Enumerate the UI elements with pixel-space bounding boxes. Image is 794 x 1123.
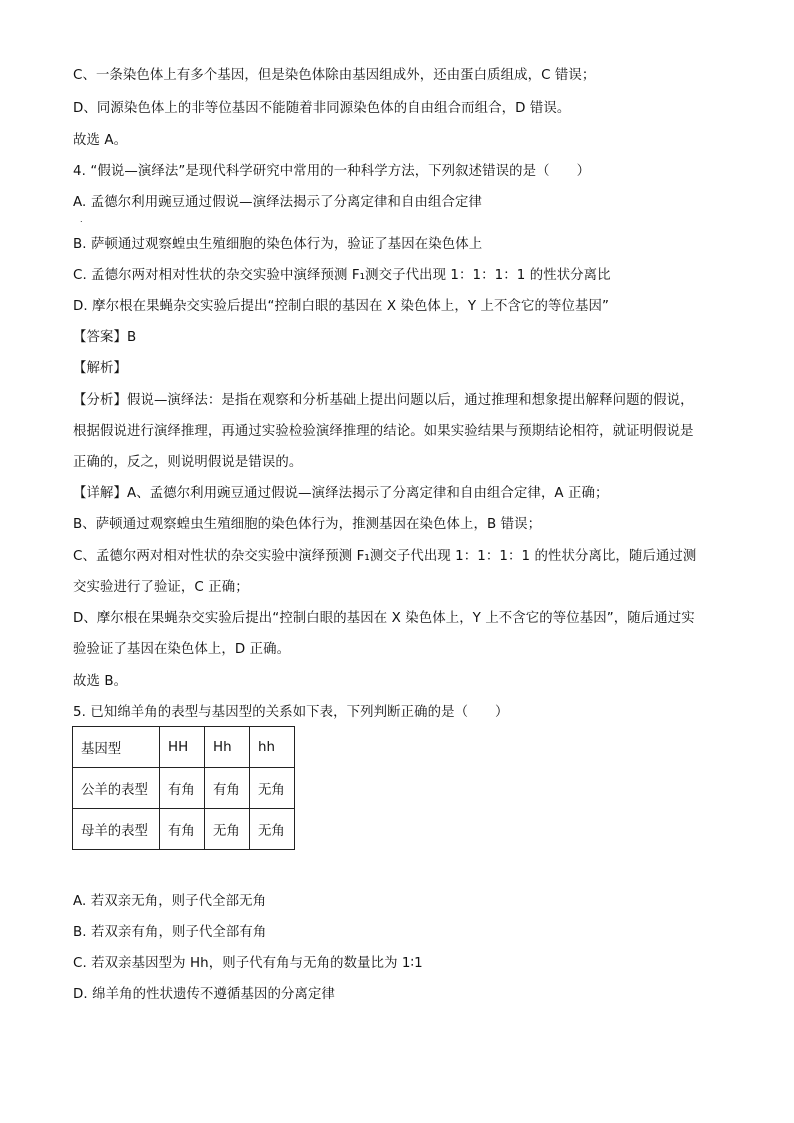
- table-row: [73, 727, 295, 768]
- analysis-line-3: 正确的，反之，则说明假说是错误的。: [73, 455, 303, 470]
- table-cell: 有角: [160, 809, 205, 850]
- question-5-option-c: C. 若双亲基因型为 Hh，则子代有角与无角的数量比为 1∶1: [73, 956, 423, 971]
- detail-line-2: B、萨顿通过观察蝗虫生殖细胞的染色体行为，推测基因在染色体上，B 错误；: [73, 517, 542, 532]
- question-4-option-c: C. 孟德尔两对相对性状的杂交实验中演绎预测 F₁测交子代出现 1：1：1：1 的性状分离比: [73, 268, 611, 283]
- table-cell: hh: [250, 727, 295, 768]
- question-5-option-a: A. 若双亲无角，则子代全部无角: [73, 894, 267, 909]
- option-d-explanation: D、同源染色体上的非等位基因不能随着非同源染色体的自由组合而组合，D 错误。: [73, 101, 571, 116]
- question-4-option-b: B. 萨顿通过观察蝗虫生殖细胞的染色体行为，验证了基因在染色体上: [73, 237, 483, 252]
- question-4-option-a: A. 孟德尔利用豌豆通过假说—演绎法揭示了分离定律和自由组合定律: [73, 195, 482, 210]
- question-5-stem: 5. 已知绵羊角的表型与基因型的关系如下表，下列判断正确的是（ ）: [73, 705, 509, 720]
- analysis-line-1: 【分析】假说—演绎法：是指在观察和分析基础上提出问题以后，通过推理和想象提出解释问题的假说，: [73, 393, 694, 408]
- table-row: [73, 809, 295, 850]
- choose-b: 故选 B。: [73, 674, 128, 689]
- detail-line-4: 交实验进行了验证，C 正确；: [73, 580, 249, 595]
- option-c-explanation: C、一条染色体上有多个基因，但是染色体除由基因组成外，还由蛋白质组成，C 错误；: [73, 68, 596, 83]
- choose-a: 故选 A。: [73, 133, 128, 148]
- table-cell: 无角: [250, 809, 295, 850]
- question-5-option-d: D. 绵羊角的性状遗传不遵循基因的分离定律: [73, 987, 335, 1002]
- table-cell: 有角: [160, 768, 205, 809]
- analysis-line-2: 根据假说进行演绎推理，再通过实验检验演绎推理的结论。如果实验结果与预期结论相符，就证明假说是: [73, 424, 694, 439]
- table-cell: 无角: [250, 768, 295, 809]
- table-cell: 公羊的表型: [73, 768, 160, 809]
- detail-line-6: 验验证了基因在染色体上，D 正确。: [73, 642, 291, 657]
- table-cell: 基因型: [73, 727, 160, 768]
- detail-line-5: D、摩尔根在果蝇杂交实验后提出“控制白眼的基因在 X 染色体上，Y 上不含它的等位基因”，随后通过实: [73, 611, 695, 626]
- question-4-stem: 4. “假说—演绎法”是现代科学研究中常用的一种科学方法，下列叙述错误的是（ ）: [73, 164, 591, 179]
- answer-label: 【答案】B: [73, 330, 137, 345]
- table-row: [73, 768, 295, 809]
- table-cell: HH: [160, 727, 205, 768]
- question-4-option-d: D. 摩尔根在果蝇杂交实验后提出“控制白眼的基因在 X 染色体上，Y 上不含它的等位基因”: [73, 299, 609, 314]
- stray-dot: .: [80, 215, 83, 224]
- genotype-phenotype-table: [72, 726, 295, 850]
- table-cell: Hh: [205, 727, 250, 768]
- detail-line-3: C、孟德尔两对相对性状的杂交实验中演绎预测 F₁测交子代出现 1：1：1：1 的性状分离比，随后通过测: [73, 549, 697, 564]
- table-cell: 有角: [205, 768, 250, 809]
- table-cell: 无角: [205, 809, 250, 850]
- table-cell: 母羊的表型: [73, 809, 160, 850]
- detail-line-1: 【详解】A、孟德尔利用豌豆通过假说—演绎法揭示了分离定律和自由组合定律，A 正确；: [73, 486, 609, 501]
- analysis-heading: 【解析】: [73, 361, 127, 376]
- question-5-option-b: B. 若双亲有角，则子代全部有角: [73, 925, 267, 940]
